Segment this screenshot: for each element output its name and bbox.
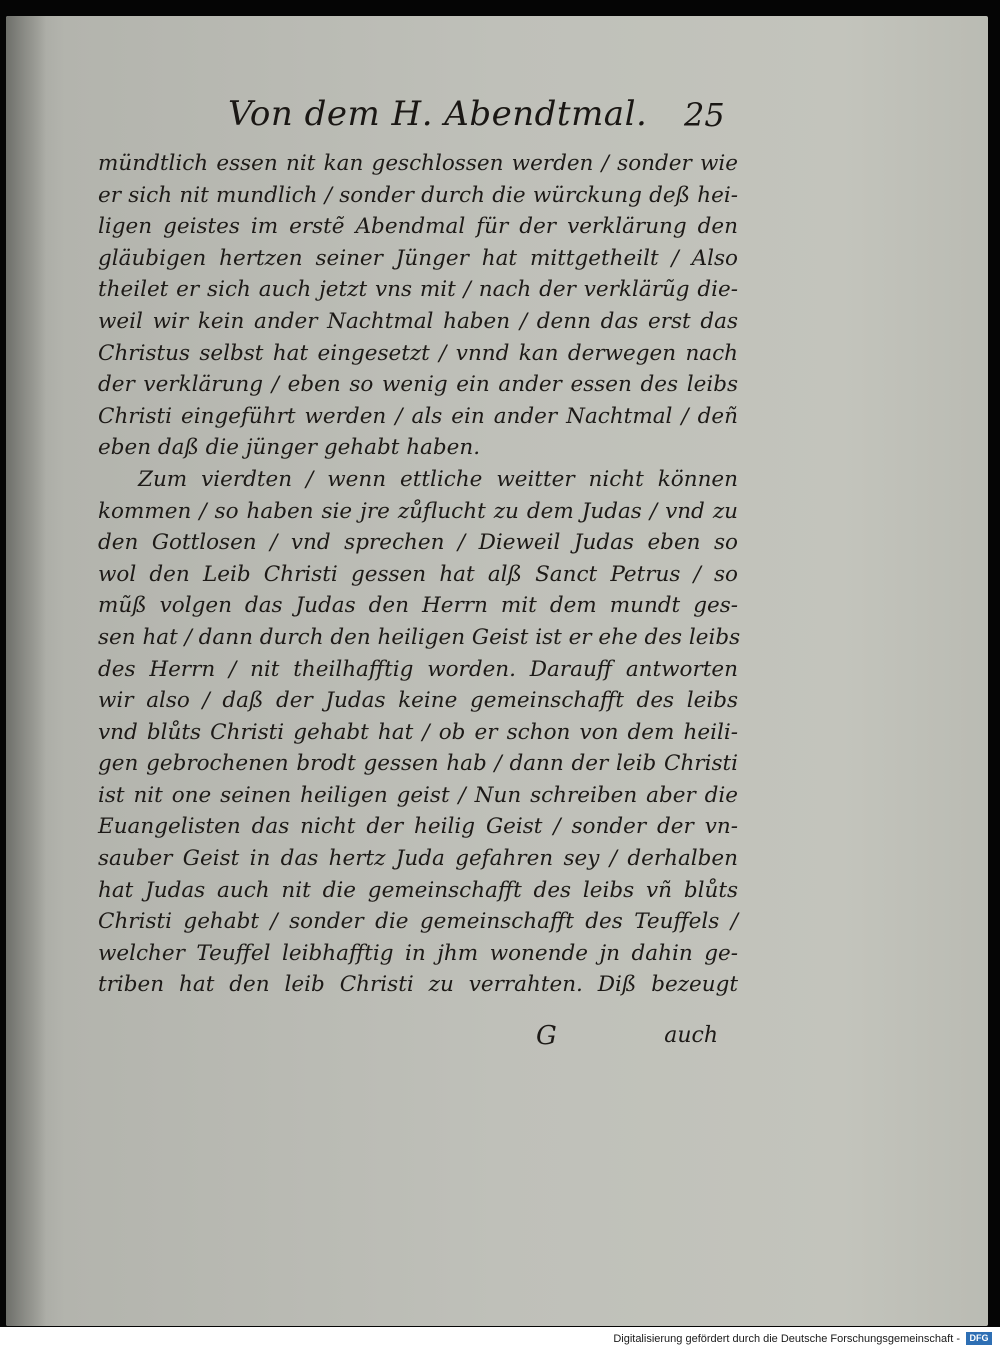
text-line: wir also / daß der Judas keine gemeinschafft des leibs xyxy=(98,688,738,714)
text-line: hat Judas auch nit die gemeinschafft des leibs vñ blůts xyxy=(98,877,738,903)
text-line: ist nit one seinen heiligen geist / Nun schreiben aber die xyxy=(98,782,738,808)
text-line: welcher Teuffel leibhafftig in jhm wonende jn dahin ge- xyxy=(98,940,738,966)
text-line: theilet er sich auch jetzt vns mit / nach der verklärũg die- xyxy=(98,277,738,303)
text-line: gen gebrochenen brodt gessen hab / dann der leib Christi xyxy=(98,751,738,777)
book-page xyxy=(6,16,988,1326)
running-title: Von dem H. Abendtmal. xyxy=(228,94,648,134)
text-line: Christi gehabt / sonder die gemeinschafft des Teuffels / xyxy=(98,909,738,935)
text-line: Euangelisten das nicht der heilig Geist / sonder der vn- xyxy=(98,814,738,840)
text-line: den Gottlosen / vnd sprechen / Dieweil Judas eben so xyxy=(98,530,738,556)
text-line: sen hat / dann durch den heiligen Geist ist er ehe des leibs xyxy=(98,624,741,650)
text-line: Christus selbst hat eingesetzt / vnnd kan derwegen nach xyxy=(98,340,738,366)
text-line: wol den Leib Christi gessen hat alß Sanct Petrus / so xyxy=(98,561,738,587)
text-line: der verklärung / eben so wenig ein ander essen des leibs xyxy=(98,372,738,398)
catch-row xyxy=(98,1021,738,1061)
text-line: des Herrn / nit theilhafftig worden. Darauff antworten xyxy=(98,656,738,682)
text-line: ligen geistes im erstẽ Abendmal für der verklärung den xyxy=(98,214,738,240)
text-line: er sich nit mundlich / sonder durch die würckung deß hei- xyxy=(98,182,738,208)
text-line: Zum vierdten / wenn ettliche weitter nicht können xyxy=(138,466,738,492)
text-line: gläubigen hertzen seiner Jünger hat mittgetheilt / Also xyxy=(98,245,738,271)
body-text xyxy=(98,148,741,1001)
text-line: mündtlich essen nit kan geschlossen werden / sonder wie xyxy=(98,151,738,176)
text-line: weil wir kein ander Nachtmal haben / denn das erst das xyxy=(98,308,738,334)
running-head xyxy=(228,94,748,144)
text-line: triben hat den leib Christi zu verrahten. Diß bezeugt xyxy=(98,972,738,998)
catchword: auch xyxy=(664,1023,718,1048)
page-gutter-shadow xyxy=(6,16,46,1326)
text-line: kommen / so haben sie jre zůflucht zu dem Judas / vnd zu xyxy=(98,498,738,524)
text-line: Christi eingeführt werden / als ein ander Nachtmal / deñ xyxy=(98,403,738,429)
text-line: eben daß die jünger gehabt haben. xyxy=(98,435,481,461)
text-line: sauber Geist in das hertz Juda gefahren sey / derhalben xyxy=(98,846,738,872)
footer-bar xyxy=(0,1327,1000,1351)
footer-credit-text: Digitalisierung gefördert durch die Deutsche Forschungsgemeinschaft - xyxy=(613,1333,960,1345)
page-number: 25 xyxy=(684,96,725,134)
signature-mark: G xyxy=(536,1021,557,1051)
text-line: vnd blůts Christi gehabt hat / ob er schon von dem heili- xyxy=(98,719,738,745)
dfg-logo-icon: DFG xyxy=(966,1332,992,1345)
text-line: mũß volgen das Judas den Herrn mit dem mundt ges- xyxy=(98,593,738,619)
